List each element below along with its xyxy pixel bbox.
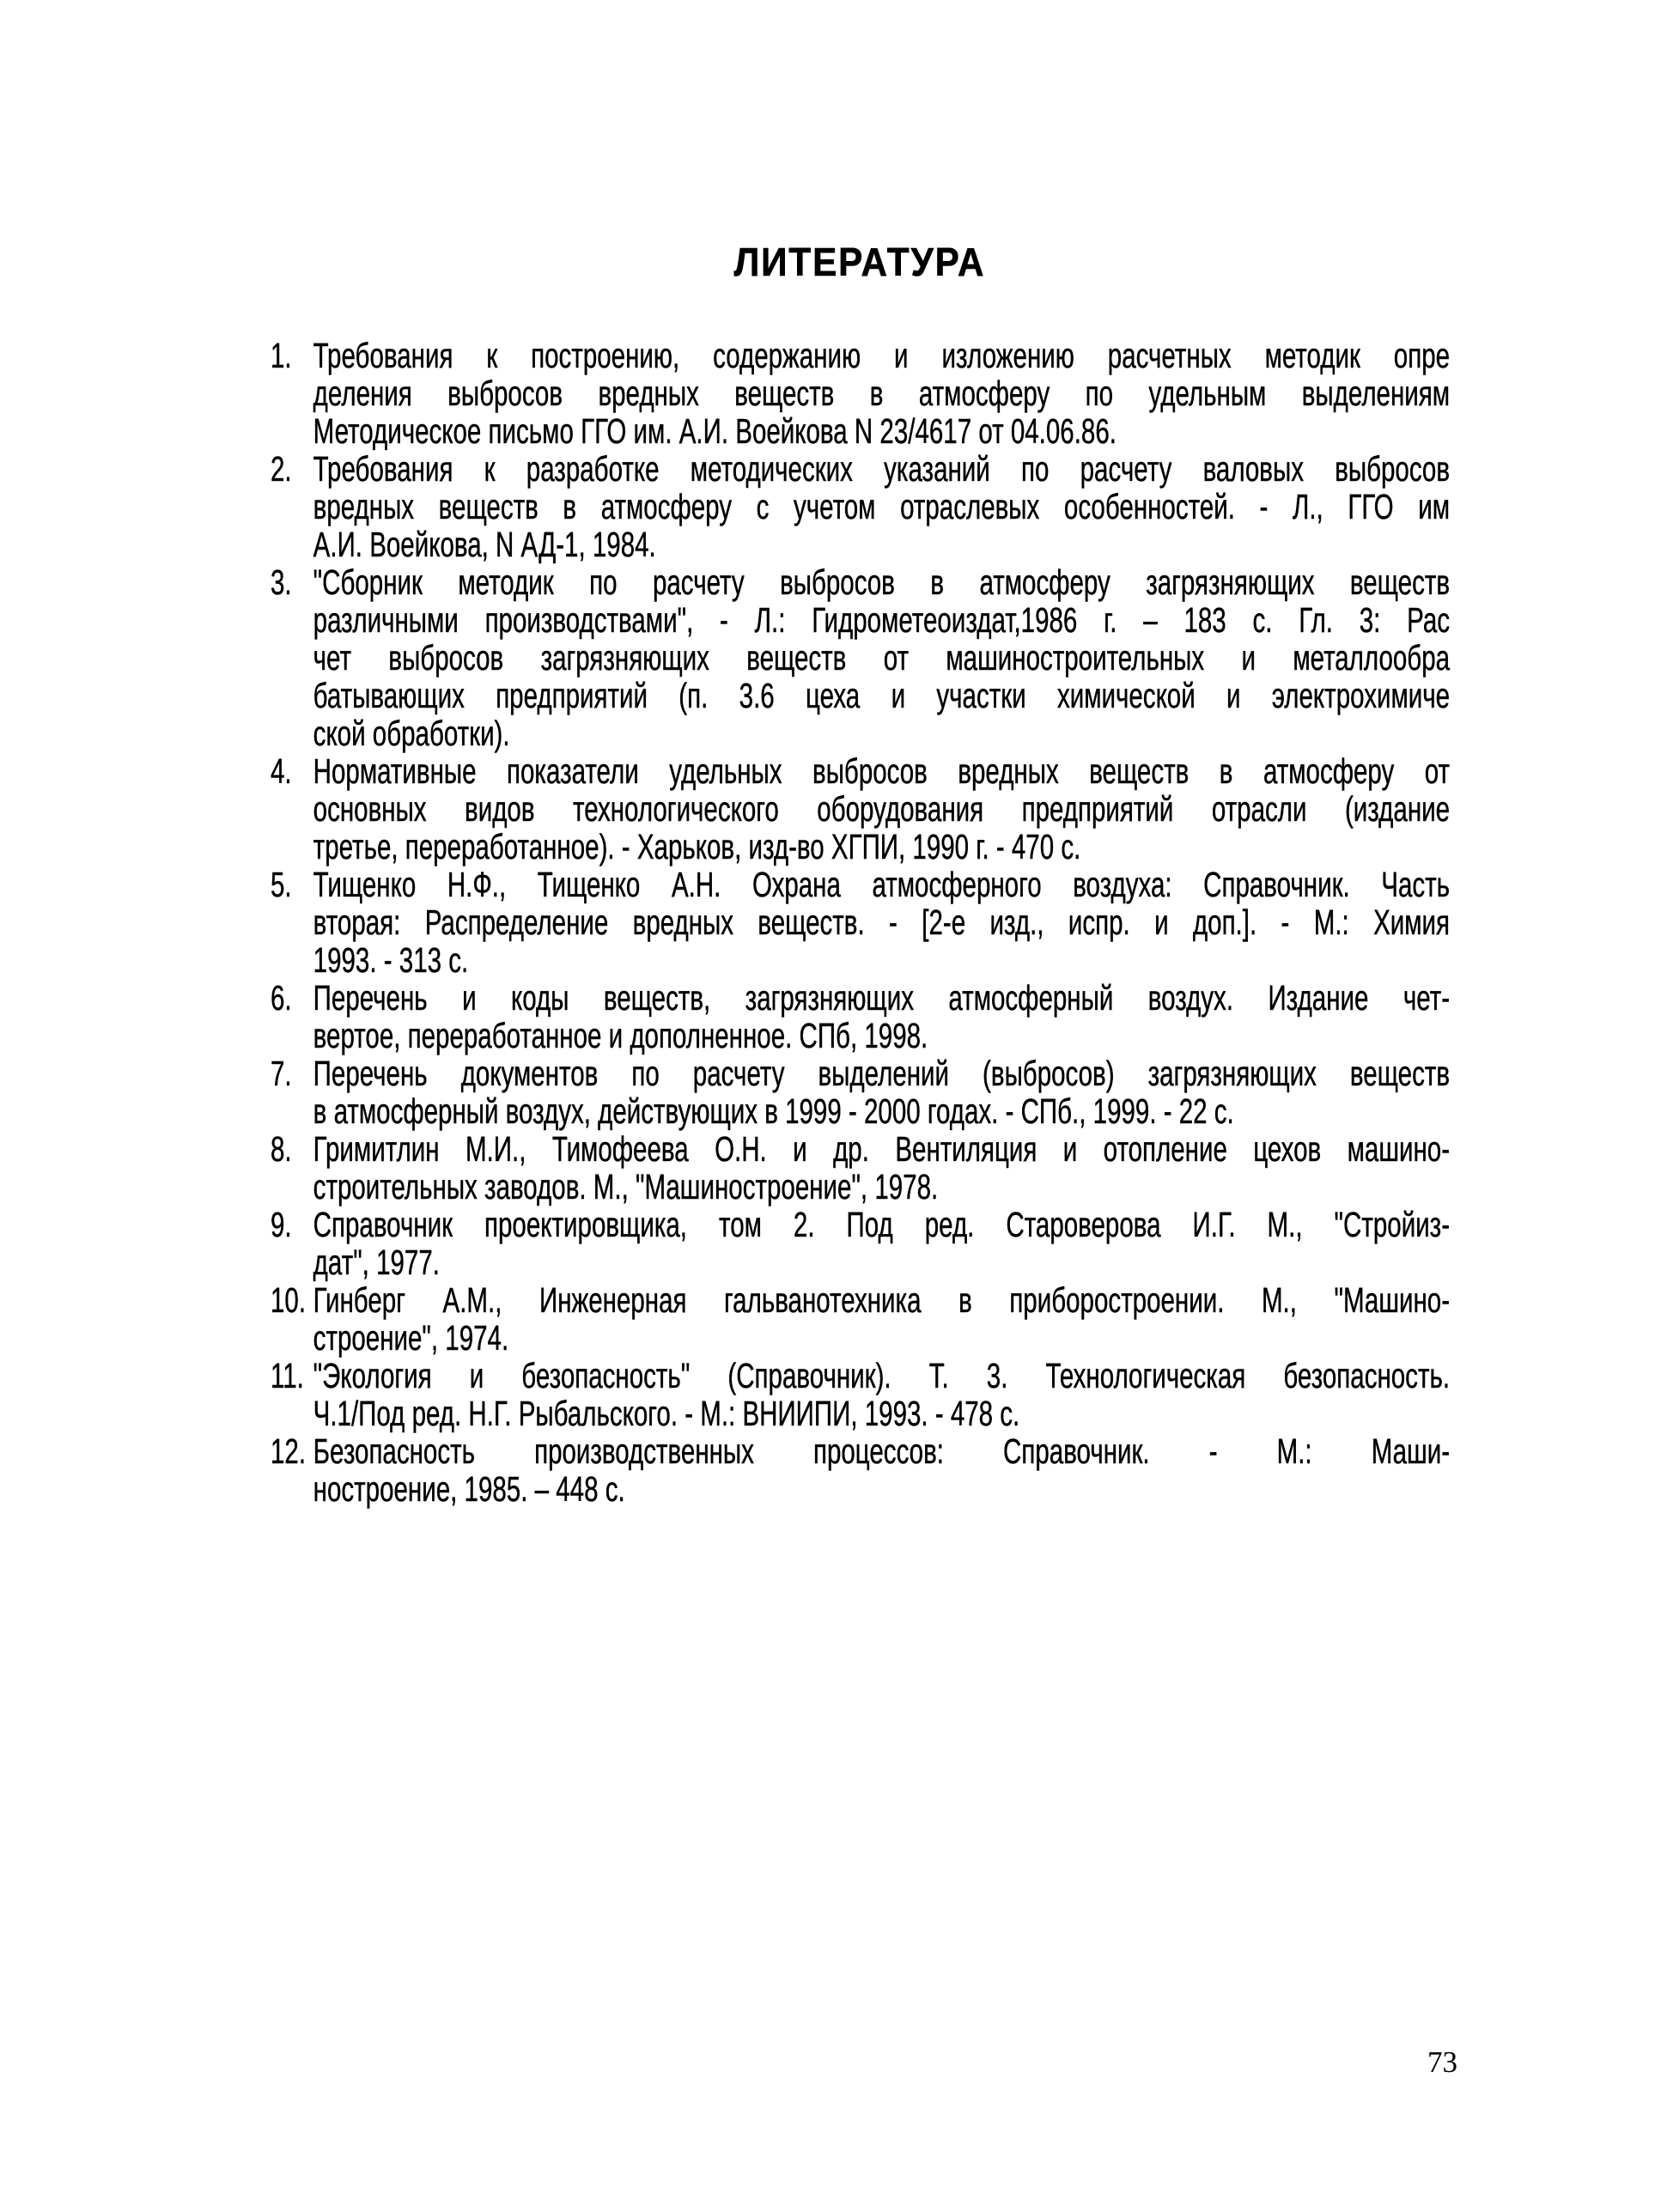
- reference-lines: [313, 979, 1450, 1054]
- reference-line: ностроение, 1985. – 448 с.: [313, 1469, 625, 1509]
- reference-item: [271, 1054, 1450, 1130]
- reference-item: [271, 1206, 1450, 1281]
- reference-item: [271, 1357, 1450, 1432]
- page-number: 73: [1427, 2045, 1457, 2079]
- reference-item: [271, 563, 1450, 752]
- reference-line: Тищенко Н.Ф., Тищенко А.Н. Охрана атмосферного воздуха: Справочник. Часть: [313, 865, 1451, 904]
- reference-line: "Сборник методик по расчету выбросов в атмосферу загрязняющих веществ: [313, 562, 1451, 602]
- reference-item: [271, 1281, 1450, 1357]
- reference-line: строительных заводов. М., "Машиностроение", 1978.: [313, 1167, 939, 1206]
- reference-lines: [313, 1281, 1450, 1357]
- reference-lines: [313, 1206, 1450, 1281]
- reference-lines: [313, 450, 1450, 563]
- reference-lines: [313, 1054, 1450, 1130]
- reference-number: 9.: [271, 1205, 292, 1244]
- reference-line: чет выбросов загрязняющих веществ от машиностроительных и металлообра: [313, 638, 1451, 678]
- reference-line: вредных веществ в атмосферу с учетом отраслевых особенностей. - Л., ГГО им: [313, 487, 1451, 526]
- reference-number: 8.: [271, 1129, 292, 1169]
- reference-number: 5.: [271, 865, 292, 904]
- reference-line: 1993. - 313 с.: [313, 940, 469, 980]
- reference-line: Нормативные показатели удельных выбросов вредных веществ в атмосферу от: [313, 751, 1451, 791]
- reference-number: 12.: [271, 1431, 307, 1471]
- reference-item: [271, 752, 1450, 866]
- reference-item: [271, 979, 1450, 1054]
- reference-line: Перечень документов по расчету выделений (выбросов) загрязняющих веществ: [313, 1054, 1451, 1093]
- reference-line: в атмосферный воздух, действующих в 1999 - 2000 годах. - СПб., 1999. - 22 с.: [313, 1091, 1234, 1131]
- reference-number: 7.: [271, 1054, 292, 1093]
- reference-line: Перечень и коды веществ, загрязняющих атмосферный воздух. Издание чет-: [313, 978, 1451, 1018]
- reference-item: [271, 337, 1450, 450]
- references-section: [271, 337, 1450, 1508]
- reference-lines: [313, 866, 1450, 979]
- reference-number: 11.: [271, 1356, 304, 1395]
- reference-line: Методическое письмо ГГО им. А.И. Воейкова N 23/4617 от 04.06.86.: [313, 411, 1117, 451]
- reference-line: третье, переработанное). - Харьков, изд-во ХГПИ, 1990 г. - 470 с.: [313, 827, 1081, 866]
- reference-line: основных видов технологического оборудования предприятий отрасли (издание: [313, 789, 1451, 829]
- reference-line: Требования к разработке методических указаний по расчету валовых выбросов: [313, 449, 1451, 489]
- reference-line: "Экология и безопасность" (Справочник). Т. 3. Технологическая безопасность.: [313, 1356, 1451, 1395]
- reference-lines: [313, 563, 1450, 752]
- reference-lines: [313, 1432, 1450, 1508]
- reference-item: [271, 1432, 1450, 1508]
- reference-line: вертое, переработанное и дополненное. СПб, 1998.: [313, 1016, 928, 1055]
- reference-line: Ч.1/Под ред. Н.Г. Рыбальского. - М.: ВНИИПИ, 1993. - 478 с.: [313, 1394, 1020, 1433]
- reference-number: 1.: [271, 336, 292, 375]
- reference-line: Гримитлин М.И., Тимофеева О.Н. и др. Вентиляция и отопление цехов машино-: [313, 1129, 1451, 1169]
- references-list: [271, 337, 1450, 1508]
- reference-number: 2.: [271, 449, 292, 489]
- reference-line: строение", 1974.: [313, 1318, 509, 1358]
- reference-line: Гинберг А.М., Инженерная гальванотехника в приборостроении. М., "Машино-: [313, 1280, 1451, 1320]
- reference-number: 4.: [271, 751, 292, 791]
- reference-lines: [313, 337, 1450, 450]
- reference-item: [271, 450, 1450, 563]
- reference-item: [271, 1130, 1450, 1206]
- reference-line: дат", 1977.: [313, 1243, 440, 1282]
- reference-item: [271, 866, 1450, 979]
- reference-line: вторая: Распределение вредных веществ. - [2-е изд., испр. и доп.]. - М.: Химия: [313, 902, 1451, 942]
- reference-line: А.И. Воейкова, N АД-1, 1984.: [313, 525, 656, 564]
- reference-lines: [313, 1130, 1450, 1206]
- reference-line: Безопасность производственных процессов: Справочник. - М.: Маши-: [313, 1431, 1451, 1471]
- reference-number: 10.: [271, 1280, 307, 1320]
- reference-line: батывающих предприятий (п. 3.6 цеха и участки химической и электрохимиче: [313, 676, 1451, 715]
- reference-number: 6.: [271, 978, 292, 1018]
- reference-line: деления выбросов вредных веществ в атмосферу по удельным выделениям: [313, 374, 1451, 413]
- reference-line: Требования к построению, содержанию и изложению расчетных методик опре: [313, 336, 1451, 375]
- reference-number: 3.: [271, 562, 292, 602]
- reference-line: различными производствами", - Л.: Гидрометеоиздат,1986 г. – 183 с. Гл. 3: Рас: [313, 600, 1451, 640]
- reference-lines: [313, 752, 1450, 866]
- page-title: ЛИТЕРАТУРА: [733, 240, 986, 284]
- reference-line: Справочник проектировщика, том 2. Под ред. Староверова И.Г. М., "Стройиз-: [313, 1205, 1451, 1244]
- reference-lines: [313, 1357, 1450, 1432]
- reference-line: ской обработки).: [313, 714, 510, 753]
